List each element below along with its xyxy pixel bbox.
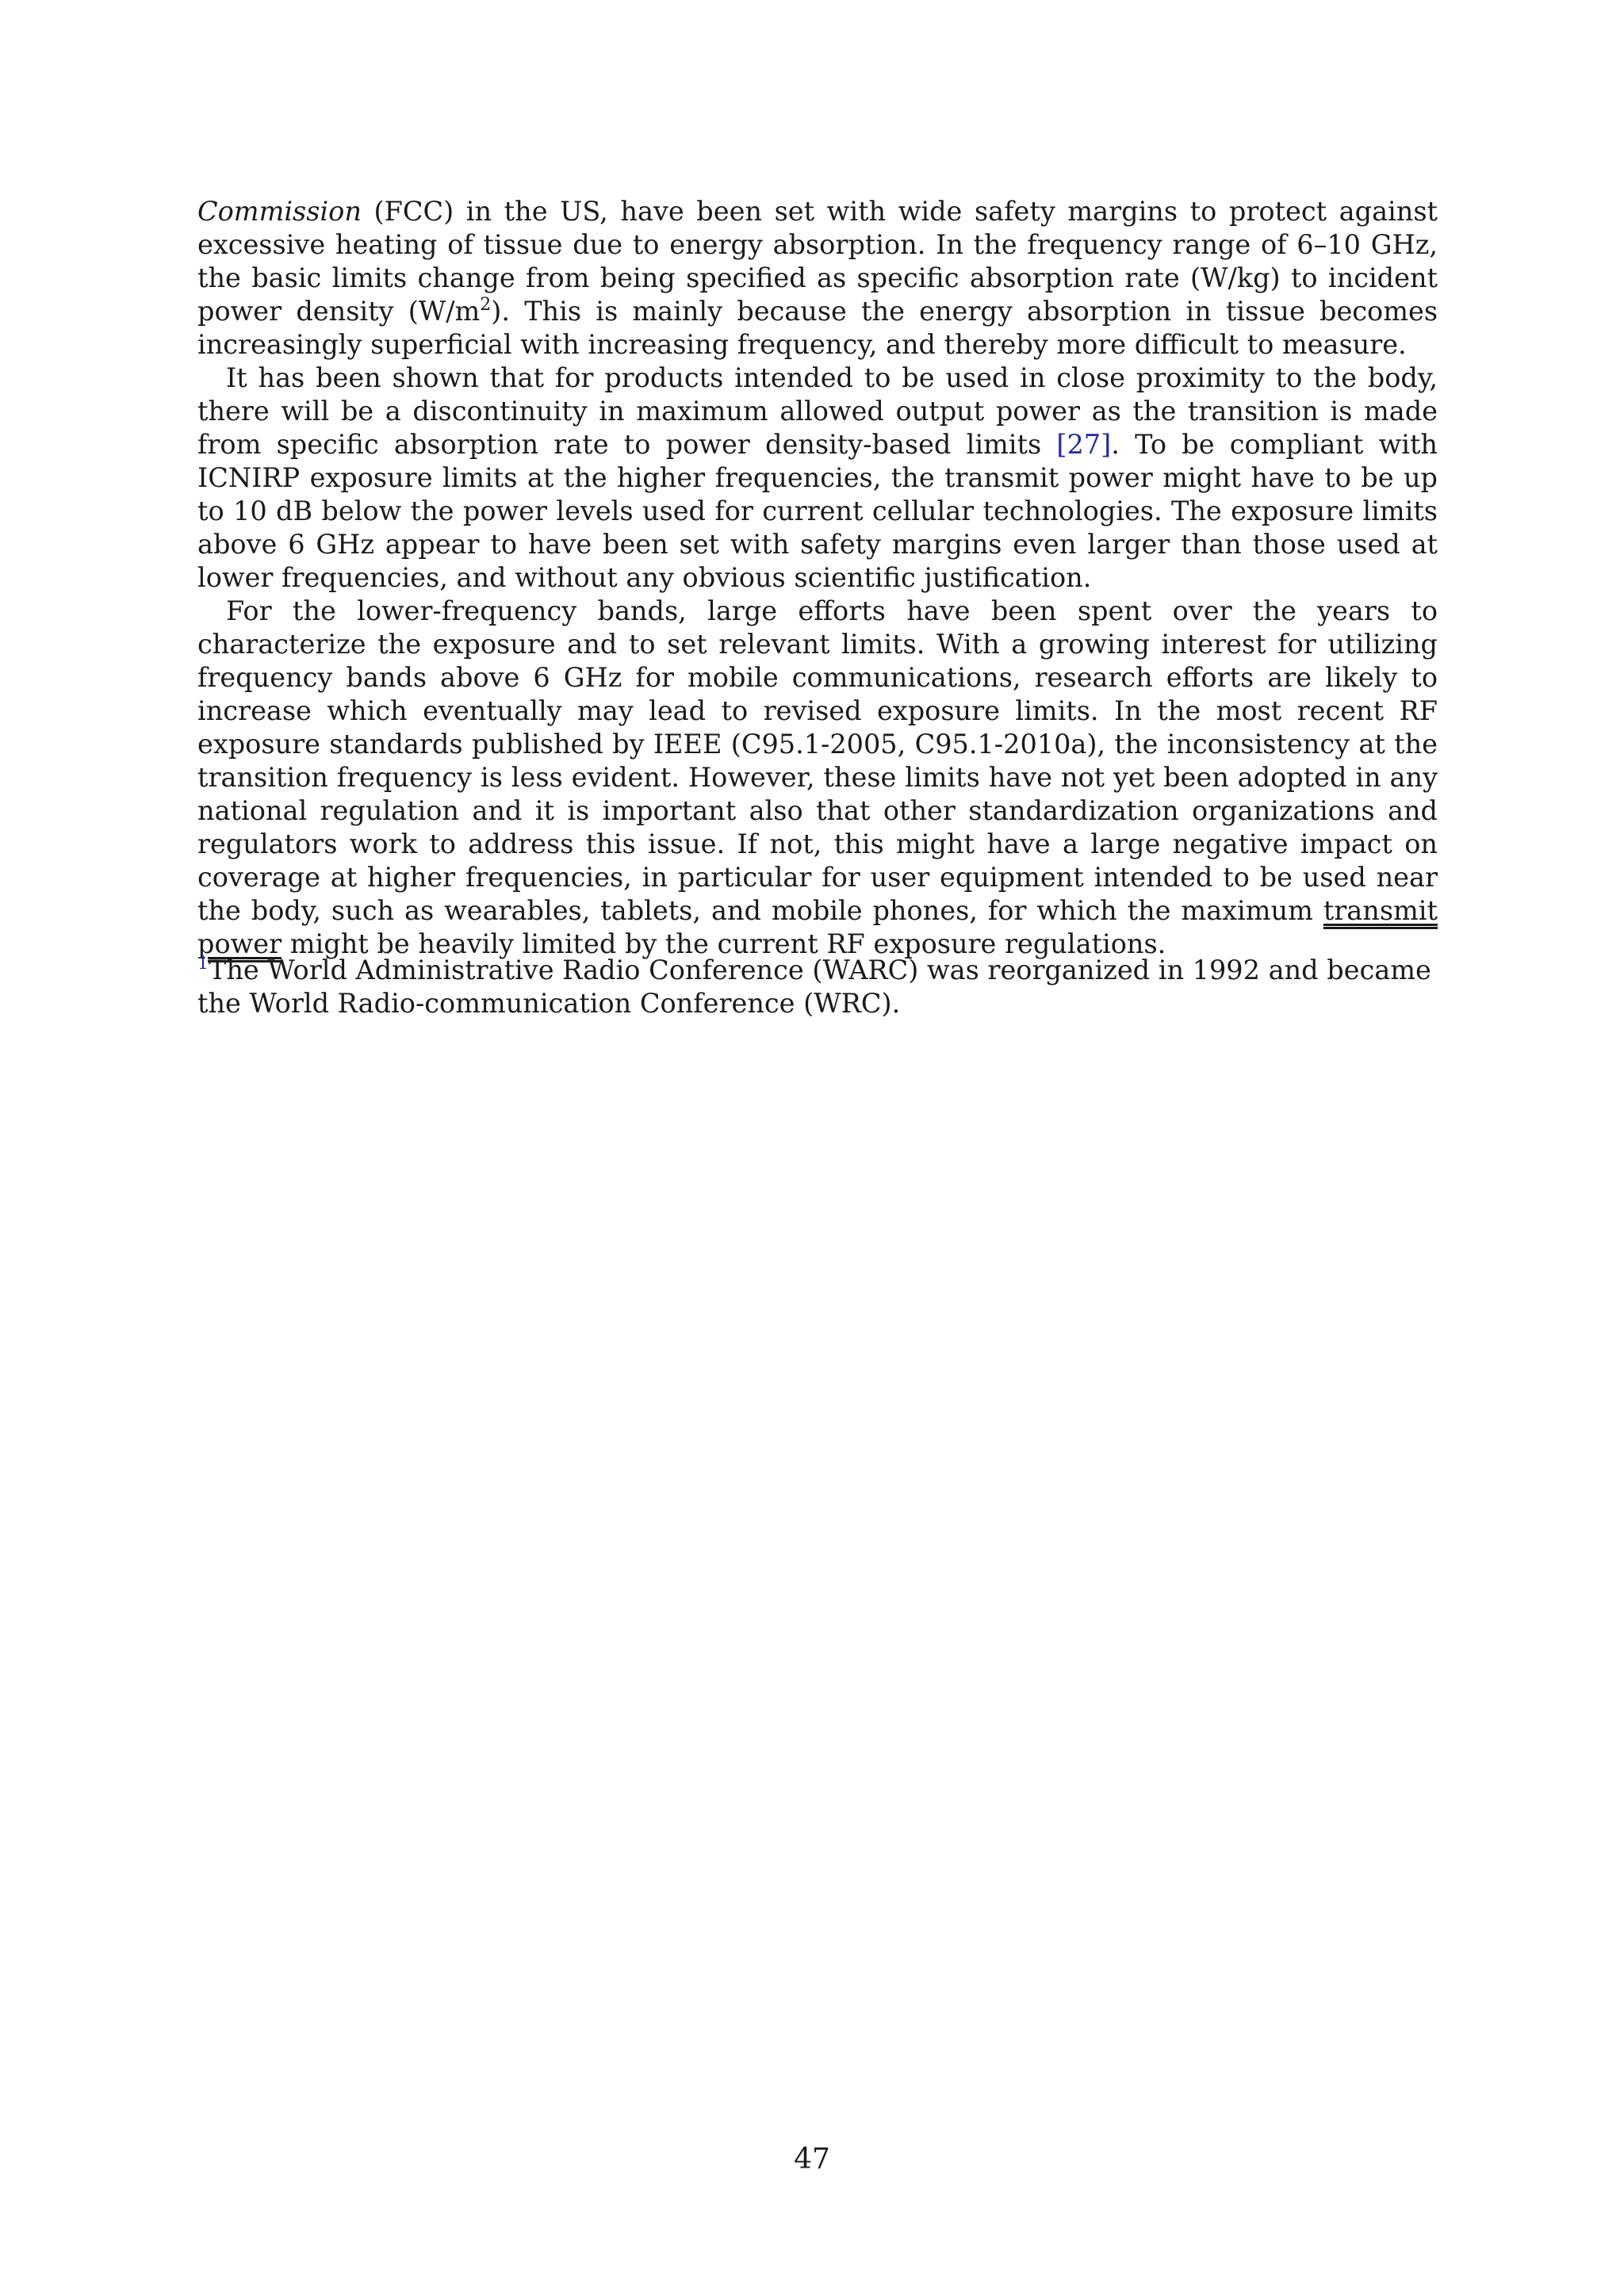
- footnote: [197, 954, 1438, 1020]
- footnote-marker[interactable]: 1: [197, 954, 209, 974]
- glossary-term-link[interactable]: transmit power: [197, 895, 1438, 959]
- paragraph-3: [197, 595, 1438, 961]
- paragraph-text: might be heavily limited by the current RF exposure regulations.: [282, 928, 1166, 959]
- paragraph-text: For the lower-frequency bands, large efforts have been spent over the years to characterize the exposure and to set relevant limits. With a growing interest for utilizing frequency bands above 6 GHz for mobile communications, research efforts are likely to increase which eventually may lead to revised exposure limits. In the most recent RF exposure standards published by IEEE (C95.1-2005, C95.1-2010a), the inconsistency at the transition frequency is less evident. However, these limits have not yet been adopted in any national regulation and it is important also that other standardization organizations and regulators work to address this issue. If not, this might have a large negative impact on coverage at higher frequencies, in particular for user equipment intended to be used near the body, such as wearables, tablets, and mobile phones, for which the maximum: [197, 595, 1438, 926]
- paragraph-text: (FCC) in the US, have been set with wide safety margins to protect against excessive heating of tissue due to energy absorption. In the frequency range of 6–10 GHz, the basic limits change from being specified as specific absorption rate (W/kg) to incident power density (W/m: [197, 196, 1438, 327]
- body-text: [197, 195, 1438, 961]
- italic-term: Commission: [197, 196, 362, 227]
- paragraph-text: ). This is mainly because the energy absorption in tissue becomes increasingly superficial with increasing frequency, and thereby more difficult to measure.: [197, 296, 1438, 360]
- citation-link[interactable]: [27]: [1056, 429, 1112, 460]
- superscript: 2: [480, 295, 492, 315]
- paragraph-2: [197, 362, 1438, 595]
- footnote-text: The World Administrative Radio Conference (WARC) was reorganized in 1992 and became the World Radio-communication Conference (WRC).: [197, 955, 1431, 1019]
- paragraph-1: [197, 195, 1438, 362]
- paragraph-text: . To be compliant with ICNIRP exposure limits at the higher frequencies, the transmit power might have to be up to 10 dB below the power levels used for current cellular technologies. The exposure limits above 6 GHz appear to have been set with safety margins even larger than those used at lower frequencies, and without any obvious scientific justification.: [197, 429, 1438, 593]
- page-number: 47: [794, 2143, 830, 2175]
- paragraph-text: It has been shown that for products intended to be used in close proximity to the body, there will be a discontinuity in maximum allowed output power as the transition is made from specific absorption rate to power density-based limits: [197, 362, 1438, 460]
